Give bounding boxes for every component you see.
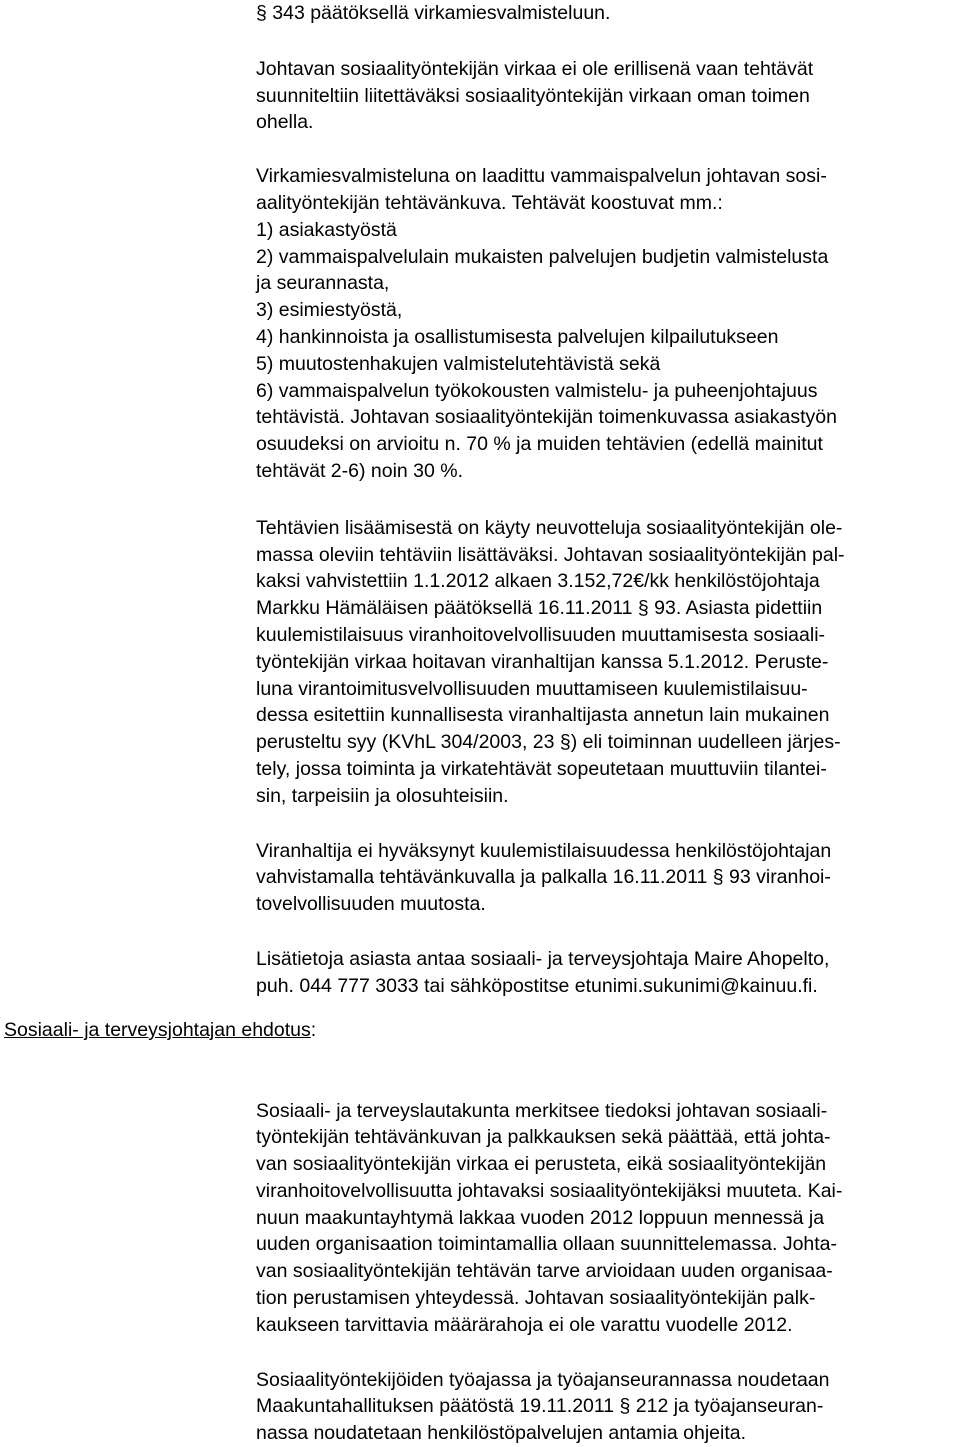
text-line: kaksi vahvistettiin 1.1.2012 alkaen 3.152,72€/kk henkilöstöjohtaja	[256, 570, 820, 593]
text-line: tion perustamisen yhteydessä. Johtavan sosiaalityöntekijän palk-	[256, 1287, 816, 1310]
text-line: uuden organisaation toimintamallia ollaan suunnittelemassa. Johta-	[256, 1233, 838, 1256]
text-line: Lisätietoja asiasta antaa sosiaali- ja terveysjohtaja Maire Ahopelto,	[256, 947, 830, 970]
paragraph-negotiations	[256, 515, 956, 810]
paragraph-intro	[256, 0, 956, 27]
paragraph-proposal	[256, 1098, 956, 1339]
text-line: vahvistamalla tehtävänkuvalla ja palkalla 16.11.2011 § 93 viranhoi-	[256, 866, 831, 889]
text-line: perusteltu syy (KVhL 304/2003, 23 §) eli toiminnan uudelleen järjes-	[256, 731, 841, 754]
text-line: tovelvollisuuden muutosta.	[256, 893, 486, 916]
spacer	[256, 918, 956, 946]
text-line: Tehtävien lisäämisestä on käyty neuvotteluja sosiaalityöntekijän ole-	[256, 516, 843, 539]
paragraph-job-description	[256, 163, 956, 485]
text-line: tehtävät 2-6) noin 30 %.	[256, 459, 464, 482]
text-line: suunniteltiin liitettäväksi sosiaalityöntekijän virkaan oman toimen	[256, 84, 810, 107]
document-body	[256, 0, 956, 1447]
proposal-heading	[4, 1017, 316, 1044]
text-line: 4) hankinnoista ja osallistumisesta palvelujen kilpailutukseen	[256, 325, 779, 348]
proposal-heading-colon: :	[310, 1019, 317, 1041]
text-line: työntekijän tehtävänkuvan ja palkkauksen sekä päättää, että johta-	[256, 1126, 831, 1149]
text-line: van sosiaalityöntekijän tehtävän tarve arvioidaan uuden organisaa-	[256, 1260, 833, 1283]
text-line: massa oleviin tehtäviin lisättäväksi. Johtavan sosiaalityöntekijän pal-	[256, 543, 845, 566]
paragraph-contact-info	[256, 946, 956, 1000]
text-line: Maakuntahallituksen päätöstä 19.11.2011 § 212 ja työajanseuran-	[256, 1395, 824, 1418]
text-line: nassa noudatetaan henkilöstöpalvelujen antamia ohjeita.	[256, 1422, 747, 1445]
text-line: § 343 päätöksellä virkamiesvalmisteluun.	[256, 2, 611, 24]
text-line: aalityöntekijän tehtävänkuva. Tehtävät koostuvat mm.:	[256, 191, 723, 214]
text-line: kaukseen tarvittavia määrärahoja ei ole varattu vuodelle 2012.	[256, 1313, 793, 1336]
text-line: ja seurannasta,	[256, 272, 390, 295]
spacer	[256, 27, 956, 56]
text-line: Sosiaali- ja terveyslautakunta merkitsee tiedoksi johtavan sosiaali-	[256, 1099, 828, 1122]
text-line: nuun maakuntayhtymä lakkaa vuoden 2012 loppuun mennessä ja	[256, 1206, 825, 1229]
spacer	[256, 810, 956, 838]
paragraph-position-status	[256, 56, 956, 136]
text-line: dessa esitettiin kunnallisesta viranhaltijasta annetun lain mukainen	[256, 704, 830, 727]
proposal-heading-text: Sosiaali- ja terveysjohtajan ehdotus	[4, 1019, 311, 1041]
text-line: tehtävistä. Johtavan sosiaalityöntekijän toimenkuvassa asiakastyön	[256, 406, 837, 429]
text-line: 1) asiakastyöstä	[256, 218, 397, 241]
spacer	[256, 1000, 956, 1098]
spacer	[256, 1339, 956, 1367]
text-line: ohella.	[256, 111, 314, 134]
text-line: osuudeksi on arvioitu n. 70 % ja muiden tehtävien (edellä mainitut	[256, 433, 823, 456]
text-line: puh. 044 777 3033 tai sähköpostitse etunimi.sukunimi@kainuu.fi.	[256, 974, 818, 997]
text-line: Markku Hämäläisen päätöksellä 16.11.2011 § 93. Asiasta pidettiin	[256, 597, 823, 620]
text-line: Johtavan sosiaalityöntekijän virkaa ei ole erillisenä vaan tehtävät	[256, 57, 814, 80]
text-line: luna virantoimitusvelvollisuuden muuttamiseen kuulemistilaisuu-	[256, 677, 808, 700]
paragraph-rejection	[256, 838, 956, 918]
text-line: 6) vammaispalvelun työkokousten valmistelu- ja puheenjohtajuus	[256, 379, 818, 402]
spacer	[256, 136, 956, 163]
text-line: Virkamiesvalmisteluna on laadittu vammaispalvelun johtavan sosi-	[256, 165, 827, 188]
text-line: 2) vammaispalvelulain mukaisten palvelujen budjetin valmistelusta	[256, 245, 829, 268]
text-line: Viranhaltija ei hyväksynyt kuulemistilaisuudessa henkilöstöjohtajan	[256, 839, 832, 862]
text-line: van sosiaalityöntekijän virkaa ei perusteta, eikä sosiaalityöntekijän	[256, 1153, 827, 1176]
text-line: työntekijän virkaa hoitavan viranhaltijan kanssa 5.1.2012. Peruste-	[256, 650, 829, 673]
text-line: Sosiaalityöntekijöiden työajassa ja työajanseurannassa noudetaan	[256, 1368, 830, 1391]
text-line: 5) muutostenhakujen valmistelutehtävistä sekä	[256, 352, 661, 375]
paragraph-working-hours	[256, 1367, 956, 1447]
text-line: viranhoitovelvollisuutta johtavaksi sosiaalityöntekijäksi muuteta. Kai-	[256, 1179, 843, 1202]
text-line: tely, jossa toiminta ja virkatehtävät sopeutetaan muuttuviin tilantei-	[256, 757, 827, 780]
text-line: 3) esimiestyöstä,	[256, 299, 403, 322]
text-line: sin, tarpeisiin ja olosuhteisiin.	[256, 784, 509, 807]
text-line: kuulemistilaisuus viranhoitovelvollisuuden muuttamisesta sosiaali-	[256, 623, 826, 646]
spacer	[256, 485, 956, 515]
